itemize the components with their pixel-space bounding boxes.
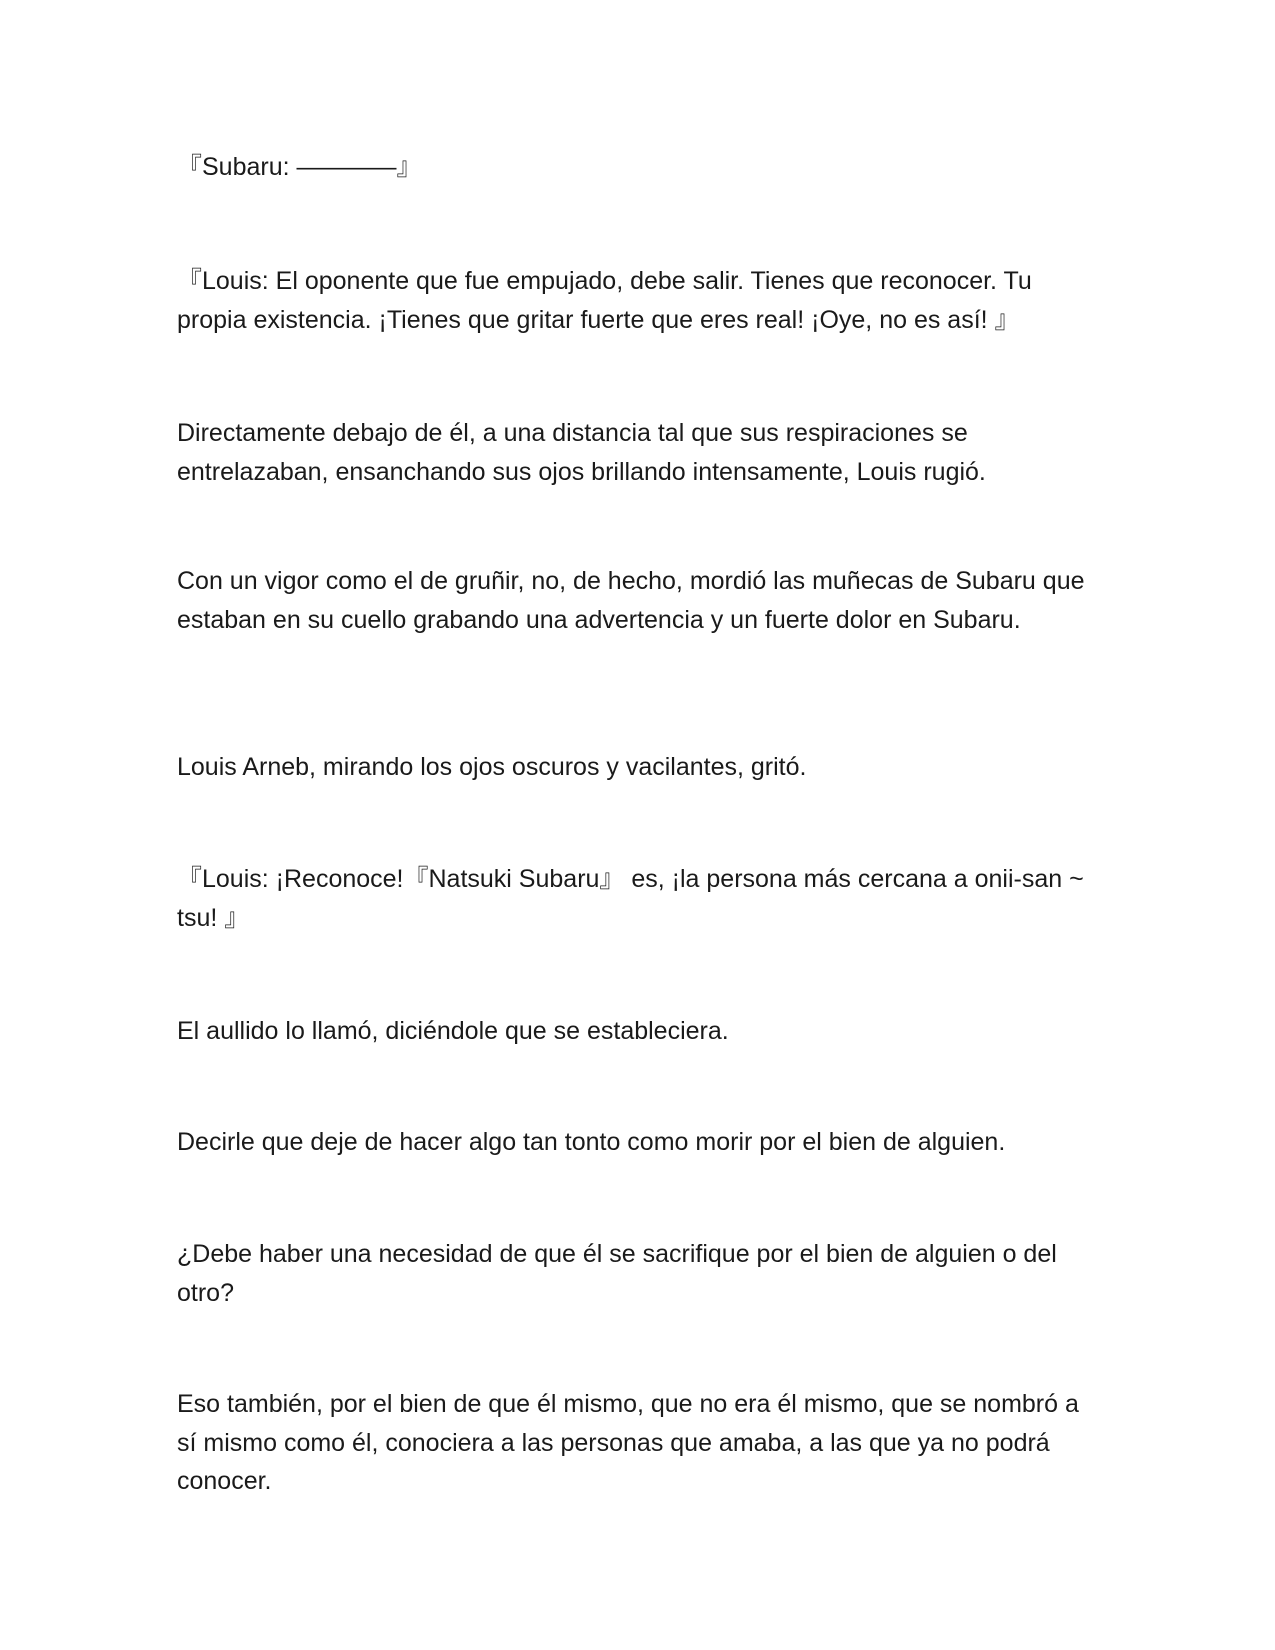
paragraph-narration: Directamente debajo de él, a una distancia tal que sus respiraciones se entrelazaban, ensanchando sus ojos brillando intensamente, Louis rugió. [177,419,986,486]
paragraph-subaru-dialogue: 『Subaru: ————』 [177,153,422,181]
paragraph-louis-dialogue: 『Louis: ¡Reconoce!『Natsuki Subaru』 es, ¡la persona más cercana a onii-san ~ tsu! 』 [177,865,1084,932]
paragraph-narration: Con un vigor como el de gruñir, no, de hecho, mordió las muñecas de Subaru que estaban en su cuello grabando una advertencia y un fuerte dolor en Subaru. [177,567,1085,634]
paragraph-narration: ¿Debe haber una necesidad de que él se sacrifique por el bien de alguien o del otro? [177,1240,1057,1307]
paragraph-narration: Eso también, por el bien de que él mismo, que no era él mismo, que se nombró a sí mismo como él, conociera a las personas que amaba, a las que ya no podrá conocer. [177,1390,1079,1495]
paragraph-narration: El aullido lo llamó, diciéndole que se estableciera. [177,1017,729,1045]
paragraph-narration: Louis Arneb, mirando los ojos oscuros y vacilantes, gritó. [177,753,807,781]
paragraph-louis-dialogue: 『Louis: El oponente que fue empujado, debe salir. Tienes que reconocer. Tu propia existencia. ¡Tienes que gritar fuerte que eres real! ¡Oye, no es así! 』 [177,267,1032,334]
paragraph-narration: Decirle que deje de hacer algo tan tonto como morir por el bien de alguien. [177,1128,1006,1156]
